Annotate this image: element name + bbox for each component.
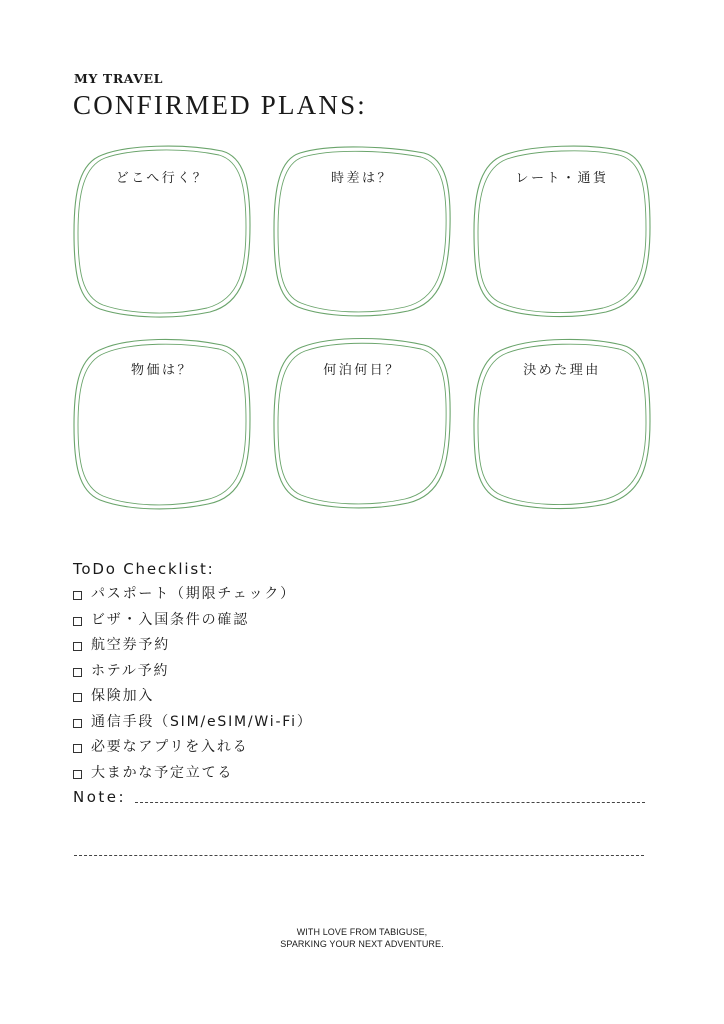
footer-line-1: WITH LOVE FROM TABIGUSE, <box>296 927 428 937</box>
todo-heading: ToDo Checklist: <box>73 560 215 578</box>
plan-box-label: 物価は？ <box>130 363 193 378</box>
todo-item-hotel[interactable] <box>73 662 313 688</box>
todo-item-label: 必要なアプリを入れる <box>91 739 249 755</box>
note-line-2[interactable] <box>74 855 644 856</box>
checkbox-icon[interactable] <box>73 744 82 753</box>
page-title: CONFIRMED PLANS: <box>73 90 367 120</box>
todo-item-insurance[interactable] <box>73 687 313 713</box>
footer-line-2: SPARKING YOUR NEXT ADVENTURE. <box>280 939 444 949</box>
note-line[interactable] <box>135 802 645 803</box>
todo-item-apps[interactable] <box>73 738 313 764</box>
checkbox-icon[interactable] <box>73 770 82 779</box>
plan-box-label: 何泊何日？ <box>323 363 401 378</box>
plan-box-time-difference[interactable] <box>272 145 452 317</box>
checkbox-icon[interactable] <box>73 693 82 702</box>
checkbox-icon[interactable] <box>73 591 82 600</box>
plan-box-prices[interactable] <box>72 337 252 509</box>
todo-item-connectivity[interactable] <box>73 713 313 739</box>
plan-box-label: どこへ行く？ <box>115 171 209 186</box>
todo-item-passport[interactable] <box>73 585 313 611</box>
checkbox-icon[interactable] <box>73 719 82 728</box>
checkbox-icon[interactable] <box>73 668 82 677</box>
checkbox-icon[interactable] <box>73 617 82 626</box>
todo-item-label: 保険加入 <box>91 688 155 704</box>
todo-item-label: ホテル予約 <box>91 662 170 679</box>
plan-box-label: 時差は？ <box>330 171 393 186</box>
plan-box-label: レート・通貨 <box>515 171 609 186</box>
plan-box-label: 決めた理由 <box>523 363 601 378</box>
todo-item-flight[interactable] <box>73 636 313 662</box>
plan-box-reason[interactable] <box>472 337 652 509</box>
note-label: Note: <box>73 788 127 806</box>
kicker-text: MY TRAVEL <box>74 71 164 86</box>
todo-list <box>73 585 313 789</box>
plan-box-rate-currency[interactable] <box>472 145 652 317</box>
note-row[interactable] <box>73 788 653 810</box>
todo-item-label: ビザ・入国条件の確認 <box>91 611 249 628</box>
todo-item-label: 通信手段（SIM/eSIM/Wi-Fi） <box>91 713 313 730</box>
todo-item-label: パスポート（期限チェック） <box>91 586 296 602</box>
todo-item-label: 航空券予約 <box>91 637 170 653</box>
plan-box-nights-days[interactable] <box>272 337 452 509</box>
checkbox-icon[interactable] <box>73 642 82 651</box>
todo-item-itinerary[interactable] <box>73 764 313 790</box>
plan-box-destination[interactable] <box>72 145 252 317</box>
todo-item-visa[interactable] <box>73 611 313 637</box>
todo-item-label: 大まかな予定立てる <box>91 764 234 781</box>
